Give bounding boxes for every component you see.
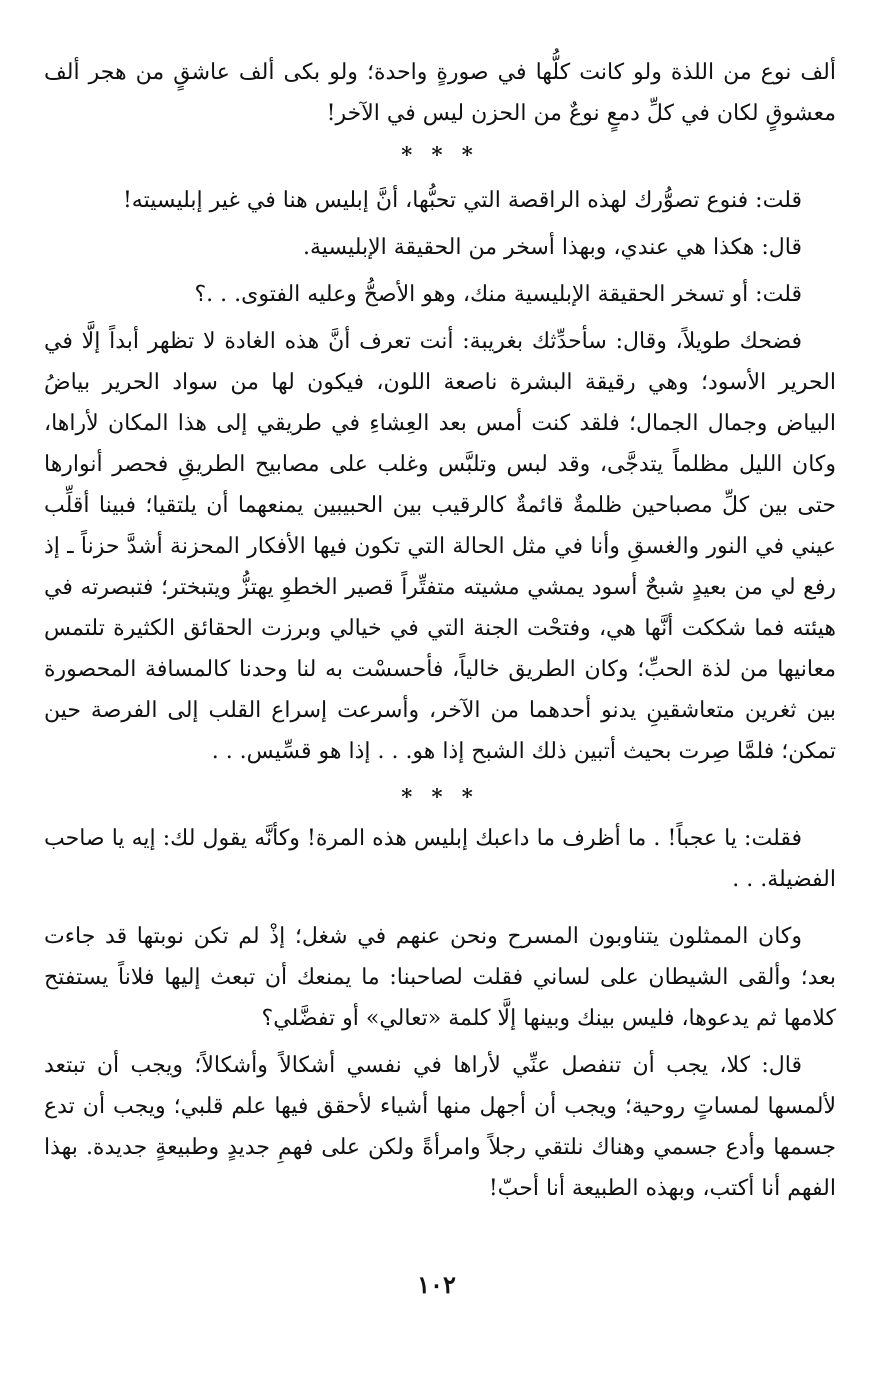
paragraph-closing: قال: كلا، يجب أن تنفصل عنِّي لأراها في نفسي أشكالاً وأشكالاً؛ ويجب أن تبتعد لألمسها لمساتٍ روحية؛ ويجب أن أجهل منها أشياء لأحقق فيها علم قلبي؛ ويجب أن تدع جسمها وأدع جسمي وهناك نلتقي رجلاً وامرأةً ولكن على فهمِ جديدٍ وطبيعةٍ جديدة. بهذا الفهم أنا أكتب، وبهذه الطبيعة أنا أحبّ! (44, 1053, 836, 1201)
paragraph-dialogue-1: قلت: فنوع تصوُّرك لهذه الراقصة التي تحبُّها، أنَّ إبليس هنا في غير إبليسيته! (122, 188, 802, 213)
paragraph-dialogue-3: قلت: أو تسخر الحقيقة الإبليسية منك، وهو الأصحُّ وعليه الفتوى. . .؟ (194, 282, 802, 307)
paragraph-dialogue-2: قال: هكذا هي عندي، وبهذا أسخر من الحقيقة الإبليسية. (303, 235, 802, 260)
paragraph-actors: وكان الممثلون يتناوبون المسرح ونحن عنهم في شغل؛ إذْ لم تكن نوبتها قد جاءت بعد؛ وألقى الشيطان على لساني فقلت لصاحبنا: ما يمنعك أن تبعث إليها فلاناً يستفتح كلامها ثم يدعوها، فليس بينك وبينها إلَّا كلمة «تعالي» أو تفضَّلي؟ (44, 924, 836, 1031)
page-number: ١٠٢ (417, 1270, 456, 1299)
paragraph-opening: ألف نوع من اللذة ولو كانت كلُّها في صورةٍ واحدة؛ ولو بكى ألف عاشقٍ من هجر ألف معشوقٍ لكان في كلِّ دمعٍ نوعٌ من الحزن ليس في الآخر! (44, 60, 836, 126)
paragraph-reply: فقلت: يا عجباً! . ما أظرف ما داعبك إبليس هذه المرة! وكأنَّه يقول لك: إيه يا صاحب الفضيلة. . . (44, 826, 836, 892)
page-body (44, 52, 836, 1209)
section-separator-1: * * * (401, 142, 479, 167)
section-separator-2: * * * (401, 784, 479, 809)
paragraph-story: فضحك طويلاً، وقال: سأحدِّثك بغريبة: أنت تعرف أنَّ هذه الغادة لا تظهر أبداً إلَّا في الحرير الأسود؛ وهي رقيقة البشرة ناصعة اللون، فيكون لها من سواد الحرير بياضُ البياض وجمال الجمال؛ فلقد كنت أمس بعد العِشاءِ في طريقي إلى هذا المكان لأراها، وكان الليل مظلماً يتدجَّى، وقد لبس وتلبَّس وغلب على مصابيح الطريقِ فحصر أنوارها حتى بين كلِّ مصباحين ظلمةٌ قائمةٌ كالرقيب بين الحبيبين يمنعهما أن يلتقيا؛ فبينا أقلِّب عيني في النور والغسقِ وأنا في مثل الحالة التي تكون فيها الأفكار المحزنة أشدَّ حزناً ـ إذ رفع لي من بعيدٍ شبحٌ أسود يمشي مشيته متفتِّراً قصير الخطوِ يهتزُّ ويتبختر؛ فتبصرته في هيئته فما شككت أنَّها هي، وفتحْت الجنة التي في خيالي وبرزت الحقائق الكثيرة تلتمس معانيها من لذة الحبِّ؛ وكان الطريق خالياً، فأحسسْت به لنا وحدنا كالمسافة المحصورة بين ثغرين متعاشقينِ يدنو أحدهما من الآخر، وأسرعت إسراع القلب إلى الفرصة حين تمكن؛ فلمَّا صِرت بحيث أتبين ذلك الشبح إذا هو. . . إذا هو قسِّيس. . . (44, 329, 836, 764)
